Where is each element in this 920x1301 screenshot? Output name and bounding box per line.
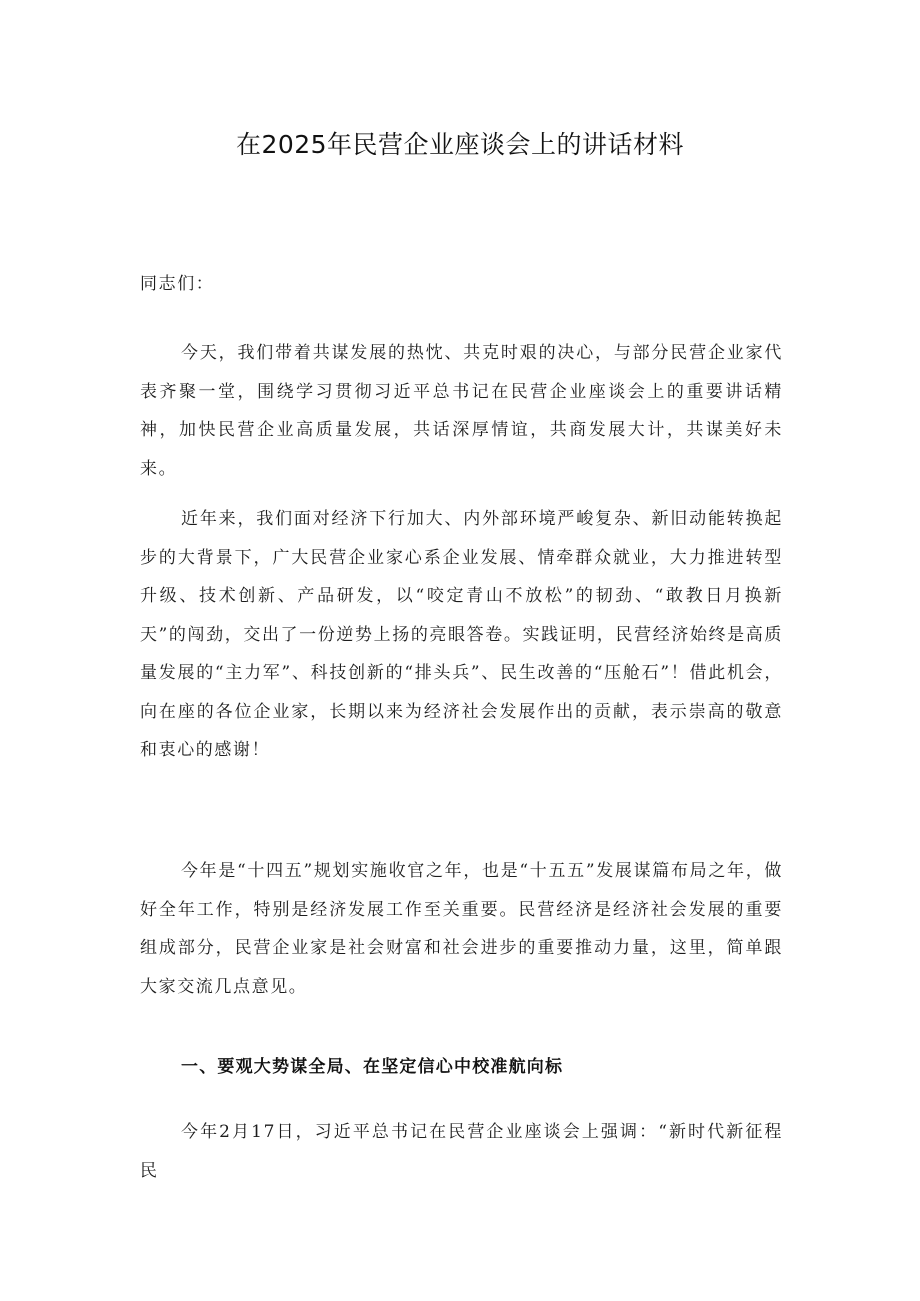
paragraph-3: 今年是“十四五”规划实施收官之年，也是“十五五”发展谋篇布局之年，做好全年工作，特别是经济发展工作至关重要。民营经济是经济社会发展的重要组成部分，民营企业家是社会财富和社会进步的重要推动力量，这里，简单跟大家交流几点意见。 bbox=[140, 861, 783, 997]
paragraph-4: 今年2月17日，习近平总书记在民营企业座谈会上强调：“新时代新征程民 bbox=[140, 1122, 783, 1181]
document-title: 在2025年民营企业座谈会上的讲话材料 bbox=[235, 130, 685, 159]
section-heading: 一、要观大势谋全局、在坚定信心中校准航向标 bbox=[181, 1057, 564, 1077]
paragraph-1: 今天，我们带着共谋发展的热忱、共克时艰的决心，与部分民营企业家代表齐聚一堂，围绕学习贯彻习近平总书记在民营企业座谈会上的重要讲话精神，加快民营企业高质量发展，共话深厚情谊，共商发展大计，共谋美好未来。 bbox=[140, 343, 783, 479]
greeting: 同志们： bbox=[140, 274, 215, 294]
paragraph-2: 近年来，我们面对经济下行加大、内外部环境严峻复杂、新旧动能转换起步的大背景下，广大民营企业家心系企业发展、情牵群众就业，大力推进转型升级、技术创新、产品研发，以“咬定青山不放松”的韧劲、“敢教日月换新天”的闯劲，交出了一份逆势上扬的亮眼答卷。实践证明，民营经济始终是高质量发展的“主力军”、科技创新的“排头兵”、民生改善的“压舱石”！借此机会，向在座的各位企业家，长期以来为经济社会发展作出的贡献，表示崇高的敬意和衷心的感谢！ bbox=[140, 509, 783, 760]
